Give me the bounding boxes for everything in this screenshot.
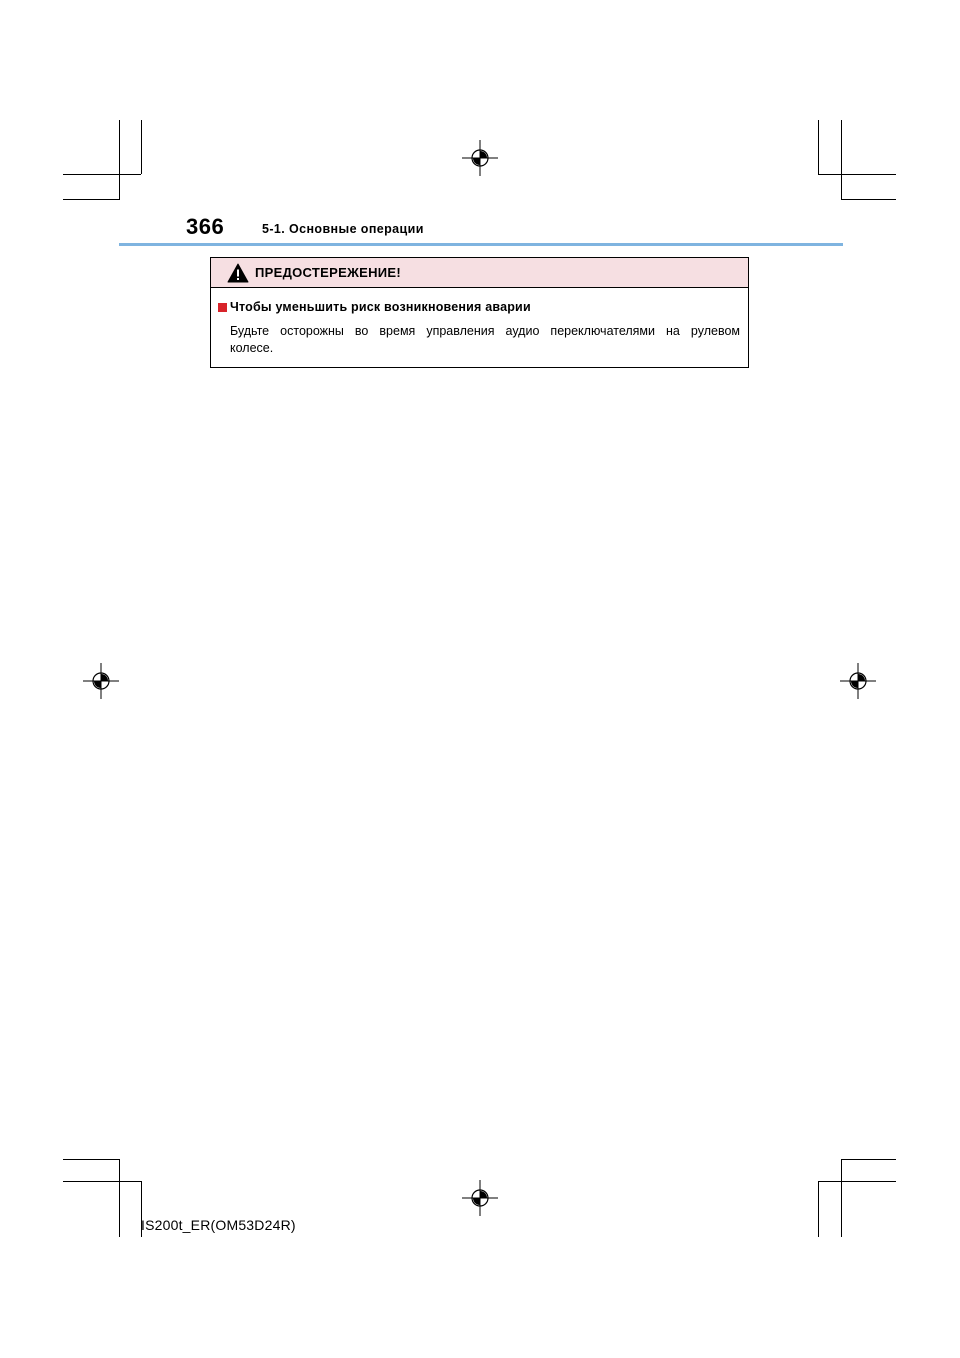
crop-mark: [141, 120, 142, 174]
page-number: 366: [186, 214, 225, 239]
crop-mark: [818, 120, 819, 174]
crop-mark: [63, 174, 141, 175]
crop-mark: [841, 120, 842, 200]
crop-mark: [818, 1181, 819, 1237]
registration-mark-icon: [83, 663, 119, 699]
warning-text: Будьте осторожны во время управления аудио переключателями на рулевом колесе.: [230, 324, 740, 355]
registration-mark-icon: [462, 1180, 498, 1216]
document-code: IS200t_ER(OM53D24R): [141, 1217, 296, 1233]
warning-title: ПРЕДОСТЕРЕЖЕНИЕ!: [255, 265, 402, 280]
crop-mark: [63, 1181, 141, 1182]
warning-subheading: Чтобы уменьшить риск возникновения аварии: [230, 300, 531, 314]
bullet-square-icon: [218, 303, 227, 312]
header-rule: [119, 243, 843, 246]
registration-mark-icon: [462, 140, 498, 176]
warning-header: [211, 258, 748, 288]
crop-mark: [818, 1181, 896, 1182]
crop-mark: [63, 1159, 119, 1160]
crop-mark: [841, 199, 896, 200]
warning-box: [210, 257, 749, 368]
crop-mark: [841, 1159, 896, 1160]
crop-mark: [818, 174, 896, 175]
crop-mark: [119, 1159, 120, 1237]
crop-mark: [63, 199, 119, 200]
warning-triangle-icon: [227, 263, 249, 283]
registration-mark-icon: [840, 663, 876, 699]
crop-mark: [119, 120, 120, 200]
crop-mark: [841, 1159, 842, 1237]
section-title: 5-1. Основные операции: [262, 222, 424, 236]
